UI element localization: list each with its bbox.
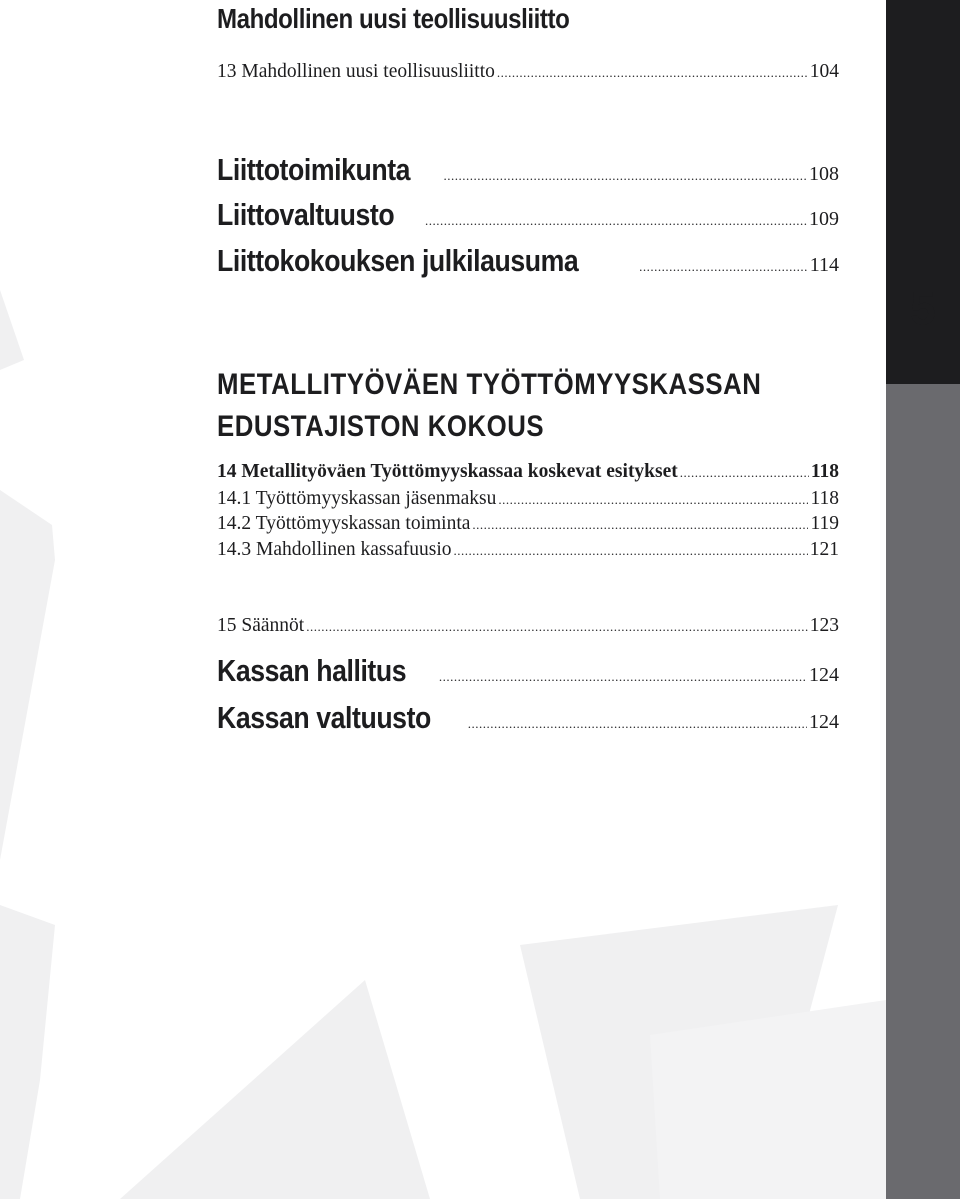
toc-entry-page: 121 — [809, 539, 839, 560]
toc-entry-page: 119 — [810, 513, 839, 534]
toc-entry-page: 108 — [809, 163, 839, 185]
section-heading: EDUSTAJISTON KOKOUS — [217, 410, 545, 443]
side-tab-gray — [886, 384, 960, 1199]
toc-entry[interactable] — [217, 243, 839, 279]
section-heading: Mahdollinen uusi teollisuusliitto — [217, 3, 570, 34]
toc-entry[interactable] — [217, 61, 839, 83]
dot-leader — [443, 168, 807, 184]
toc-entry-page: 124 — [809, 711, 839, 733]
toc-entry[interactable] — [217, 488, 839, 510]
dot-leader — [425, 213, 807, 229]
toc-entry-page: 109 — [809, 208, 839, 230]
toc-entry[interactable] — [217, 539, 839, 561]
dot-leader — [472, 517, 808, 533]
toc-entry-label: 14.3 Mahdollinen kassafuusio — [217, 539, 452, 560]
toc-entry-page: 124 — [809, 664, 839, 686]
toc-entry-page: 104 — [809, 61, 839, 82]
toc-entry[interactable] — [217, 197, 839, 233]
dot-leader — [454, 543, 808, 559]
toc-entry-page: 118 — [810, 488, 839, 509]
toc-entry-label: Kassan valtuusto — [217, 700, 431, 735]
toc-entry-page: 123 — [809, 615, 839, 636]
dot-leader — [680, 465, 809, 481]
section-heading: METALLITYÖVÄEN TYÖTTÖMYYSKASSAN — [217, 368, 762, 401]
chapter-number: 5 — [910, 282, 936, 334]
toc-entry-label: Kassan hallitus — [217, 653, 407, 688]
toc-entry-label: Liittokokouksen julkilausuma — [217, 243, 579, 278]
toc-entry-label: Liittotoimikunta — [217, 152, 411, 187]
toc-entry-label: 14.1 Työttömyyskassan jäsenmaksu — [217, 488, 497, 509]
dot-leader — [498, 492, 808, 508]
dot-leader — [497, 65, 808, 81]
toc-entry[interactable] — [217, 615, 839, 637]
toc-entry[interactable] — [217, 152, 839, 188]
toc-entry-label: 13 Mahdollinen uusi teollisuusliitto — [217, 61, 495, 82]
toc-entry-label: 15 Säännöt — [217, 615, 305, 636]
toc-entry[interactable] — [217, 653, 839, 689]
toc-entry-label: 14 Metallityöväen Työttömyyskassaa koskevat esitykset — [217, 461, 678, 482]
toc-entry[interactable] — [217, 513, 839, 535]
toc-entry-label: Liittovaltuusto — [217, 197, 395, 232]
dot-leader — [468, 716, 807, 732]
toc-entry[interactable] — [217, 461, 839, 483]
dot-leader — [639, 259, 808, 275]
toc-entry-page: 114 — [809, 254, 839, 276]
dot-leader — [306, 619, 808, 635]
toc-entry-label: 14.2 Työttömyyskassan toiminta — [217, 513, 471, 534]
toc-entry[interactable] — [217, 700, 839, 736]
toc-entry-page: 118 — [810, 461, 839, 482]
dot-leader — [439, 669, 807, 685]
